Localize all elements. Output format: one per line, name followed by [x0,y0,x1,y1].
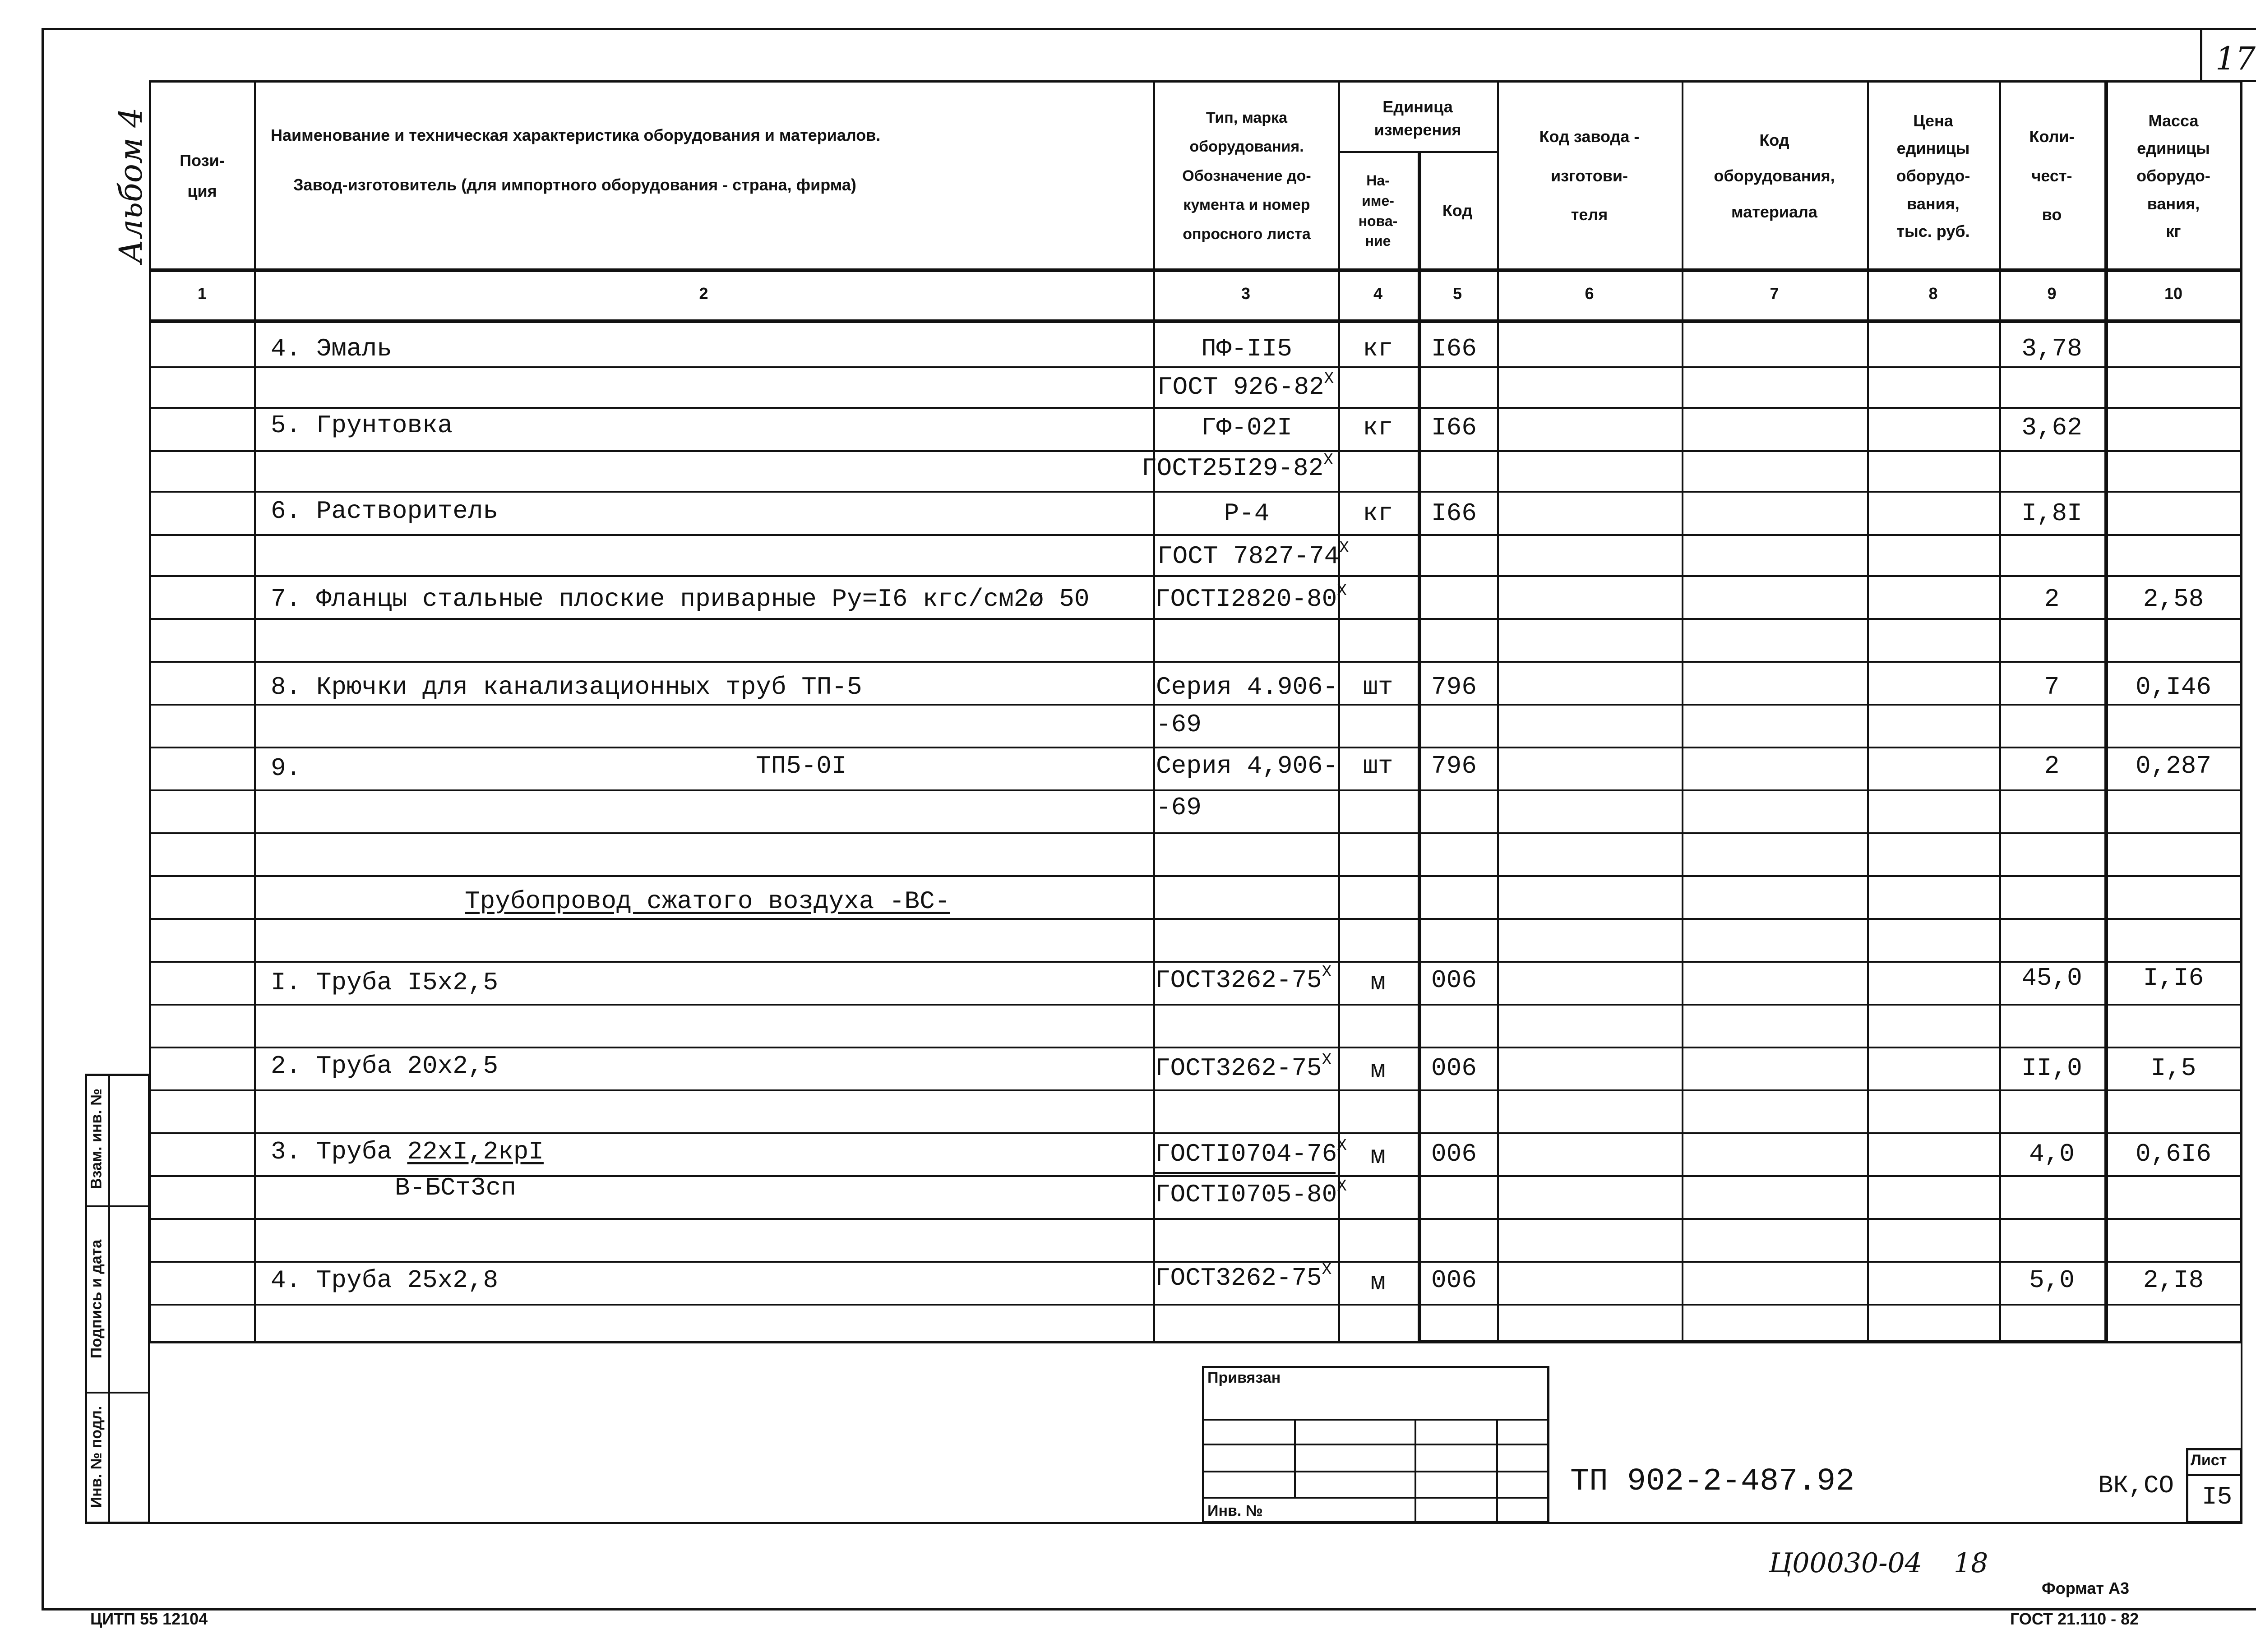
header-unit: Единица измерения [1374,97,1461,139]
doc-code: ТП 902-2-487.92 [1570,1464,1855,1500]
header-type: Тип, марка оборудования. Обозначение до- кумента и номер опросного листа [1182,109,1311,243]
section-code: ВК,СО [2098,1471,2174,1500]
stamp-bottom-line [85,1522,2242,1524]
header-unit-code: Код [1442,201,1473,220]
list-label: Лист [2191,1452,2227,1469]
header-unit-name: На- име- нова- ние [1358,172,1398,249]
col-line-6 [1682,80,1683,1343]
privyazan-label: Привязан [1207,1369,1281,1386]
header-quantity: Коли- чест- во [2029,127,2075,224]
col-line-1 [254,80,256,1343]
sheet-number-top: 17 [2215,40,2256,77]
header-equipment-code: Код оборудования, материала [1714,131,1835,221]
header-price: Цена единицы оборудо- вания, тыс. руб. [1896,111,1970,240]
gost-label: ГОСТ 21.110 - 82 [2010,1610,2139,1628]
col-line-5 [1497,80,1499,1343]
album-note: Альбом 4 [112,107,149,263]
side-stamp-divider [108,1074,110,1524]
header-name-line2: Завод-изготовитель (для импортного оборудования - страна, фирма) [293,175,856,194]
handwritten-number: 18 [1954,1547,1988,1579]
side-stamp-signature-date: Подпись и дата [88,1239,105,1359]
handwritten-code: Ц00030-04 [1769,1547,1922,1579]
format-label: Формат А3 [2042,1579,2130,1597]
table-bottom-thick [1418,1340,2108,1343]
col-line-7 [1867,80,1869,1343]
header-plant-code: Код завода - изготови- теля [1539,127,1640,224]
side-stamp-inv-orig: Инв. № подл. [88,1406,105,1508]
side-stamp-replace-inv: Взам. инв. № [88,1088,105,1190]
header-divider [149,268,2242,272]
header-name-line1: Наименование и техническая характеристика оборудования и материалов. [271,125,881,144]
header-position: Пози- ция [180,151,225,200]
inv-no-label: Инв. № [1207,1502,1263,1519]
header-mass: Масса единицы оборудо- вания, кг [2136,111,2210,240]
printer-label: ЦИТП 55 12104 [90,1610,208,1628]
list-number: I5 [2202,1482,2233,1511]
section-title: Трубопровод сжатого воздуха -ВС- [465,887,950,916]
colnum-divider [149,319,2242,323]
